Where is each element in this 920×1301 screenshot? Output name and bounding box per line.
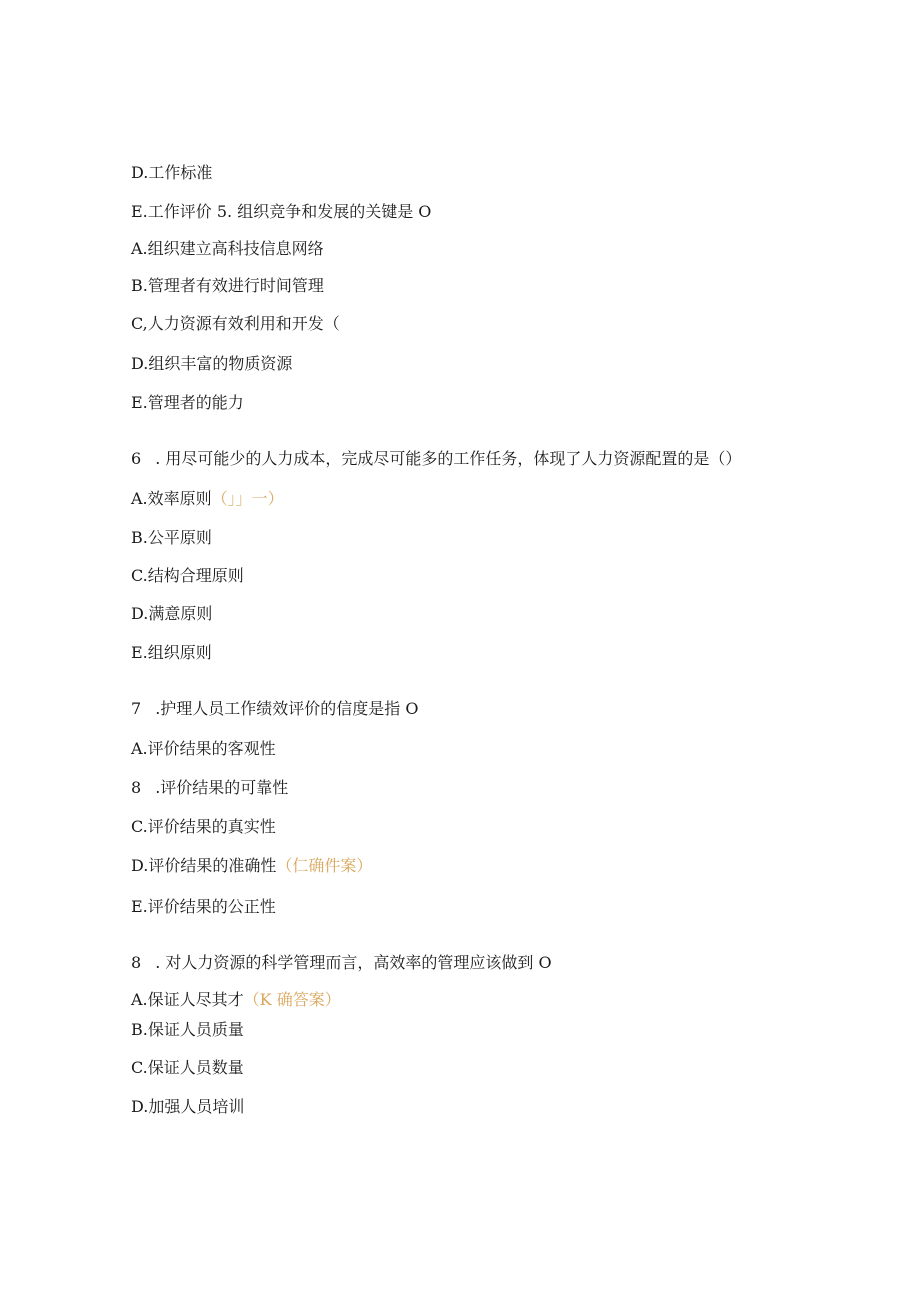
option-d-work-standard: D.工作标准 xyxy=(131,163,213,182)
option-a: A.组织建立高科技信息网络 xyxy=(131,239,324,258)
question-8 xyxy=(131,953,552,973)
option-e: E.评价结果的公正性 xyxy=(131,897,276,916)
option-a: A.评价结果的客观性 xyxy=(131,739,276,758)
option-a xyxy=(131,489,284,509)
option-c: C.结构合理原则 xyxy=(131,566,244,585)
option-d xyxy=(131,856,372,876)
option-text: A.保证人尽其才 xyxy=(131,990,244,1009)
option-b: B.管理者有效进行时间管理 xyxy=(131,276,324,295)
answer-mark: （」」一） xyxy=(211,489,284,508)
option-a xyxy=(131,990,341,1010)
question-text: .护理人员工作绩效评价的信度是指 O xyxy=(155,699,419,718)
option-e-and-question-5: E.工作评价 5. 组织竞争和发展的关键是 O xyxy=(131,202,432,221)
option-e: E.管理者的能力 xyxy=(131,393,244,412)
question-text: . 用尽可能少的人力成本，完成尽可能多的工作任务，体现了人力资源配置的是（） xyxy=(155,449,742,468)
question-number: 8 xyxy=(131,778,142,797)
question-number: 6 xyxy=(131,449,142,468)
option-text: .评价结果的可靠性 xyxy=(155,778,289,797)
question-number: 8 xyxy=(131,953,142,972)
answer-mark: （K 确答案） xyxy=(243,990,341,1009)
question-text: . 对人力资源的科学管理而言，高效率的管理应该做到 O xyxy=(155,953,552,972)
option-c: C.评价结果的真实性 xyxy=(131,817,276,836)
question-6 xyxy=(131,449,741,469)
option-b-numbered xyxy=(131,778,288,798)
option-text: A.效率原则 xyxy=(131,489,212,508)
option-b: B.公平原则 xyxy=(131,528,212,547)
option-d: D.组织丰富的物质资源 xyxy=(131,354,293,373)
question-7 xyxy=(131,699,418,719)
answer-mark: （仁确件案） xyxy=(276,856,373,875)
option-c: C,人力资源有效利用和开发（ xyxy=(131,314,340,333)
option-b: B.保证人员质量 xyxy=(131,1020,244,1039)
option-text: D.评价结果的准确性 xyxy=(131,856,277,875)
option-e: E.组织原则 xyxy=(131,643,212,662)
option-d: D.满意原则 xyxy=(131,604,213,623)
question-number: 7 xyxy=(131,699,142,718)
option-d: D.加强人员培训 xyxy=(131,1097,245,1116)
option-c: C.保证人员数量 xyxy=(131,1058,244,1077)
